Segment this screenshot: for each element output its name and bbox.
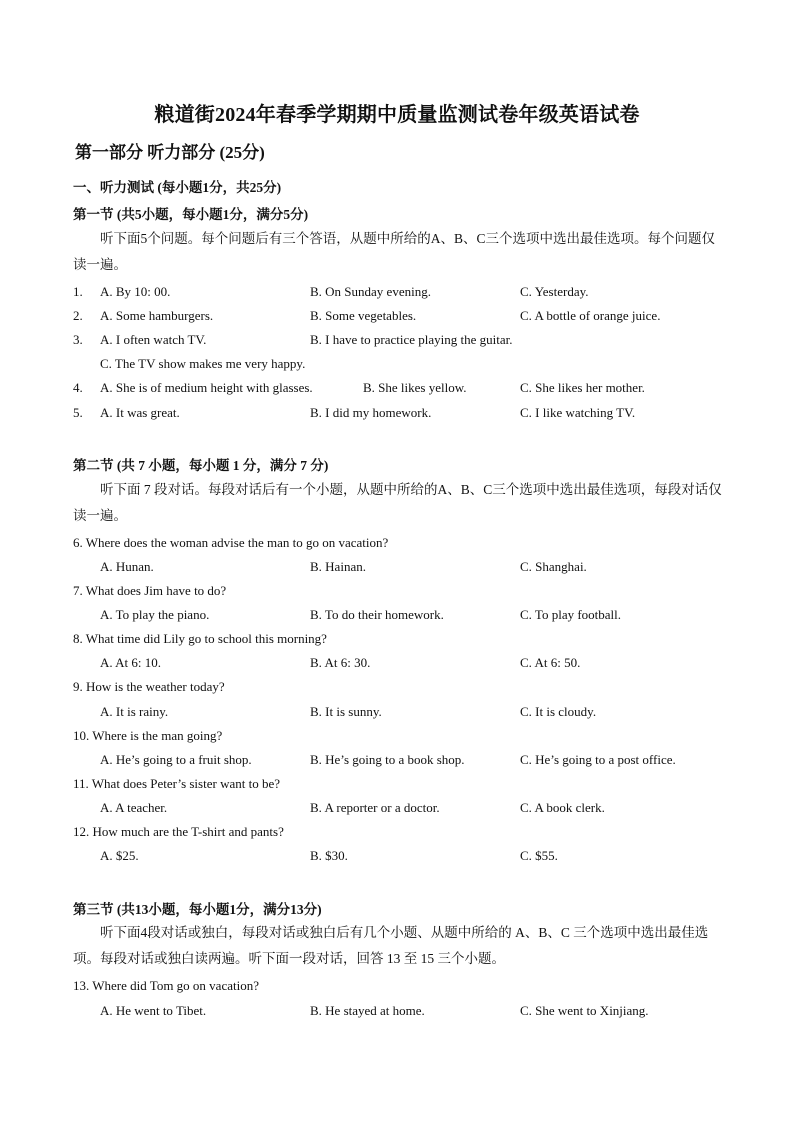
option-b: B. A reporter or a doctor. bbox=[310, 800, 440, 815]
question-number: 1. bbox=[73, 284, 83, 299]
options-row bbox=[73, 607, 733, 629]
section-2-instructions: 听下面 7 段对话。每段对话后有一个小题，从题中所给的A、B、C三个选项中选出最佳选项，每段对话仅读一遍。 bbox=[73, 482, 722, 523]
question-text: 11. What does Peter’s sister want to be? bbox=[73, 776, 280, 791]
option-b: B. He’s going to a book shop. bbox=[310, 752, 465, 767]
question-row bbox=[73, 405, 733, 427]
option-a: A. He’s going to a fruit shop. bbox=[100, 752, 252, 767]
options-row bbox=[73, 655, 733, 677]
option-a: A. A teacher. bbox=[100, 800, 168, 815]
option-a: A. Hunan. bbox=[100, 559, 154, 574]
option-a: A. Some hamburgers. bbox=[100, 308, 214, 323]
section-1-instructions: 听下面5个问题。每个问题后有三个答语，从题中所给的A、B、C三个选项中选出最佳选项。每个问题仅读一遍。 bbox=[73, 231, 716, 272]
question-number: 4. bbox=[73, 380, 83, 395]
options-row bbox=[73, 752, 733, 774]
option-c: C. A book clerk. bbox=[520, 800, 605, 815]
options-row bbox=[73, 848, 733, 870]
question-row bbox=[73, 308, 733, 330]
question-text: 12. How much are the T-shirt and pants? bbox=[73, 824, 284, 839]
section-3-instructions: 听下面4段对话或独白，每段对话或独白后有几个小题、从题中所给的 A、B、C 三个选项中选出最佳选项。每段对话或独白读两遍。听下面一段对话，回答 13 至 15 三个小题。 bbox=[73, 925, 709, 966]
question-row bbox=[73, 332, 733, 354]
option-a: A. It is rainy. bbox=[100, 704, 169, 719]
option-a: A. It was great. bbox=[100, 405, 180, 420]
option-c: C. She likes her mother. bbox=[520, 380, 645, 395]
options-row bbox=[73, 559, 733, 581]
question-row bbox=[73, 284, 733, 306]
option-a: A. By 10: 00. bbox=[100, 284, 171, 299]
option-b: B. Hainan. bbox=[310, 559, 366, 574]
option-c: C. To play football. bbox=[520, 607, 622, 622]
section-1-heading: 第一节 (共5小题，每小题1分，满分5分) bbox=[73, 207, 309, 222]
option-b: B. Some vegetables. bbox=[310, 308, 417, 323]
option-b: B. He stayed at home. bbox=[310, 1003, 425, 1018]
exam-title: 粮道街2024年春季学期期中质量监测试卷年级英语试卷 bbox=[154, 104, 640, 126]
option-b: B. It is sunny. bbox=[310, 704, 382, 719]
listening-section-heading: 一、听力测试 (每小题1分，共25分) bbox=[73, 180, 282, 195]
option-a: A. To play the piano. bbox=[100, 607, 210, 622]
option-c: C. $55. bbox=[520, 848, 558, 863]
option-c: C. A bottle of orange juice. bbox=[520, 308, 661, 323]
question-text: 7. What does Jim have to do? bbox=[73, 583, 227, 598]
option-c: C. Yesterday. bbox=[520, 284, 589, 299]
question-row bbox=[73, 380, 733, 402]
option-c: C. Shanghai. bbox=[520, 559, 587, 574]
option-a: A. He went to Tibet. bbox=[100, 1003, 207, 1018]
question-text: 6. Where does the woman advise the man to go on vacation? bbox=[73, 535, 389, 550]
question-row bbox=[73, 356, 733, 378]
option-c: C. At 6: 50. bbox=[520, 655, 581, 670]
option-b: B. To do their homework. bbox=[310, 607, 444, 622]
option-c: C. I like watching TV. bbox=[520, 405, 636, 420]
option-c: C. She went to Xinjiang. bbox=[520, 1003, 649, 1018]
option-a: A. She is of medium height with glasses. bbox=[100, 380, 313, 395]
question-text: 9. How is the weather today? bbox=[73, 679, 225, 694]
option-c: C. He’s going to a post office. bbox=[520, 752, 676, 767]
options-row bbox=[73, 1003, 733, 1025]
option-c: C. It is cloudy. bbox=[520, 704, 597, 719]
option-a: A. $25. bbox=[100, 848, 139, 863]
option-b: B. I have to practice playing the guitar. bbox=[310, 332, 513, 347]
question-number: 3. bbox=[73, 332, 83, 347]
question-number: 2. bbox=[73, 308, 83, 323]
section-2-heading: 第二节 (共 7 小题，每小题 1 分，满分 7 分) bbox=[73, 458, 329, 473]
option-b: B. I did my homework. bbox=[310, 405, 432, 420]
option-b: B. She likes yellow. bbox=[363, 380, 467, 395]
option-a: A. At 6: 10. bbox=[100, 655, 162, 670]
option-a: A. I often watch TV. bbox=[100, 332, 207, 347]
question-text: 13. Where did Tom go on vacation? bbox=[73, 978, 259, 993]
part-one-heading: 第一部分 听力部分 (25分) bbox=[75, 143, 265, 162]
options-row bbox=[73, 704, 733, 726]
option-b: B. $30. bbox=[310, 848, 348, 863]
options-row bbox=[73, 800, 733, 822]
question-text: 10. Where is the man going? bbox=[73, 728, 223, 743]
question-text: 8. What time did Lily go to school this morning? bbox=[73, 631, 327, 646]
question-number: 5. bbox=[73, 405, 83, 420]
option-b: B. On Sunday evening. bbox=[310, 284, 431, 299]
section-3-heading: 第三节 (共13小题，每小题1分，满分13分) bbox=[73, 902, 322, 917]
option-b: B. At 6: 30. bbox=[310, 655, 371, 670]
option-c: C. The TV show makes me very happy. bbox=[100, 356, 306, 371]
